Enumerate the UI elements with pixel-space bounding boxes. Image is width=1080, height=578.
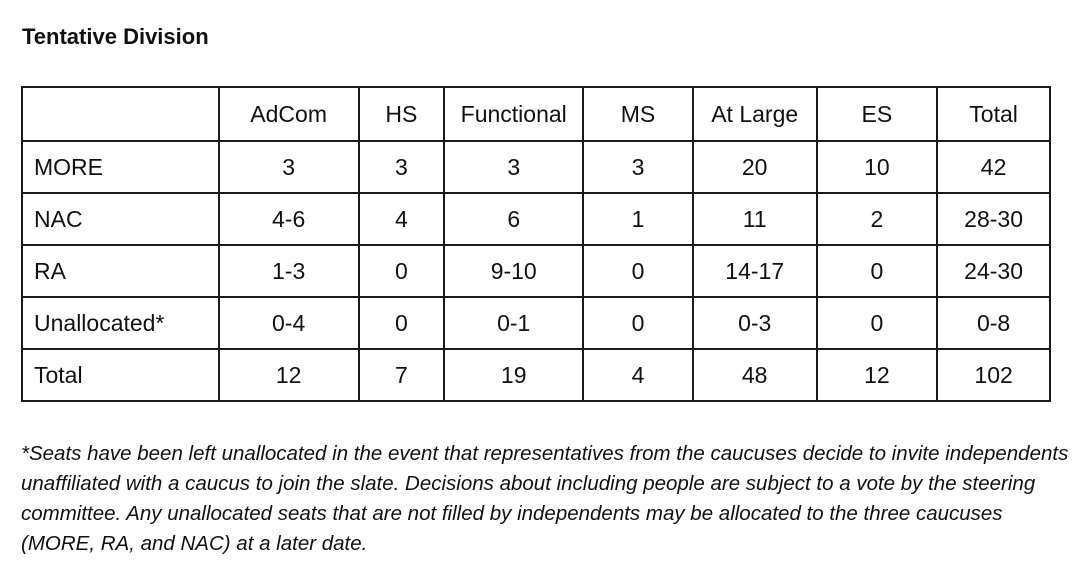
- table-cell: 11: [693, 193, 817, 245]
- table-cell: 24-30: [937, 245, 1050, 297]
- table-cell: 4: [583, 349, 693, 401]
- header-cell-adcom: AdCom: [219, 87, 359, 141]
- header-row: [22, 87, 1050, 141]
- table-cell: 0-3: [693, 297, 817, 349]
- table-cell: 4-6: [219, 193, 359, 245]
- table-cell: 6: [444, 193, 583, 245]
- table-cell: 0: [359, 245, 445, 297]
- table-cell: 19: [444, 349, 583, 401]
- row-label: Total: [22, 349, 219, 401]
- division-table: [21, 86, 1051, 402]
- header-cell-ms: MS: [583, 87, 693, 141]
- table-row-ra: [22, 245, 1050, 297]
- table-cell: 42: [937, 141, 1050, 193]
- table-cell: 7: [359, 349, 445, 401]
- table-cell: 2: [817, 193, 938, 245]
- table-cell: 1: [583, 193, 693, 245]
- row-label: NAC: [22, 193, 219, 245]
- table-row-more: [22, 141, 1050, 193]
- table-cell: 0: [817, 297, 938, 349]
- table-cell: 3: [219, 141, 359, 193]
- table-row-unallocated: [22, 297, 1050, 349]
- footnote: *Seats have been left unallocated in the event that representatives from the caucuses decide to invite independents unaffiliated with a caucus to join the slate. Decisions about including people are subject to a vote by the steering committee. Any unallocated seats that are not filled by independents may be allocated to the three caucuses (MORE, RA, and NAC) at a later date.: [21, 442, 1069, 555]
- table-cell: 3: [359, 141, 445, 193]
- row-label: Unallocated*: [22, 297, 219, 349]
- header-cell-functional: Functional: [444, 87, 583, 141]
- page-title: Tentative Division: [22, 24, 209, 49]
- table-cell: 0: [817, 245, 938, 297]
- header-cell-at-large: At Large: [693, 87, 817, 141]
- table-cell: 0-8: [937, 297, 1050, 349]
- table-cell: 0: [359, 297, 445, 349]
- table-cell: 9-10: [444, 245, 583, 297]
- table-cell: 12: [817, 349, 938, 401]
- table-cell: 0-4: [219, 297, 359, 349]
- table-cell: 0-1: [444, 297, 583, 349]
- row-label: MORE: [22, 141, 219, 193]
- table-row-nac: [22, 193, 1050, 245]
- header-cell-total: Total: [937, 87, 1050, 141]
- header-cell-es: ES: [817, 87, 938, 141]
- table-cell: 0: [583, 297, 693, 349]
- table-cell: 10: [817, 141, 938, 193]
- table-cell: 3: [444, 141, 583, 193]
- table-cell: 3: [583, 141, 693, 193]
- table-cell: 1-3: [219, 245, 359, 297]
- table-cell: 14-17: [693, 245, 817, 297]
- table-cell: 20: [693, 141, 817, 193]
- table-cell: 4: [359, 193, 445, 245]
- table-cell: 102: [937, 349, 1050, 401]
- header-cell-hs: HS: [359, 87, 445, 141]
- table-cell: 12: [219, 349, 359, 401]
- table-row-total: [22, 349, 1050, 401]
- table-cell: 28-30: [937, 193, 1050, 245]
- row-label: RA: [22, 245, 219, 297]
- table-cell: 48: [693, 349, 817, 401]
- table-cell: 0: [583, 245, 693, 297]
- header-cell-blank: [22, 87, 219, 141]
